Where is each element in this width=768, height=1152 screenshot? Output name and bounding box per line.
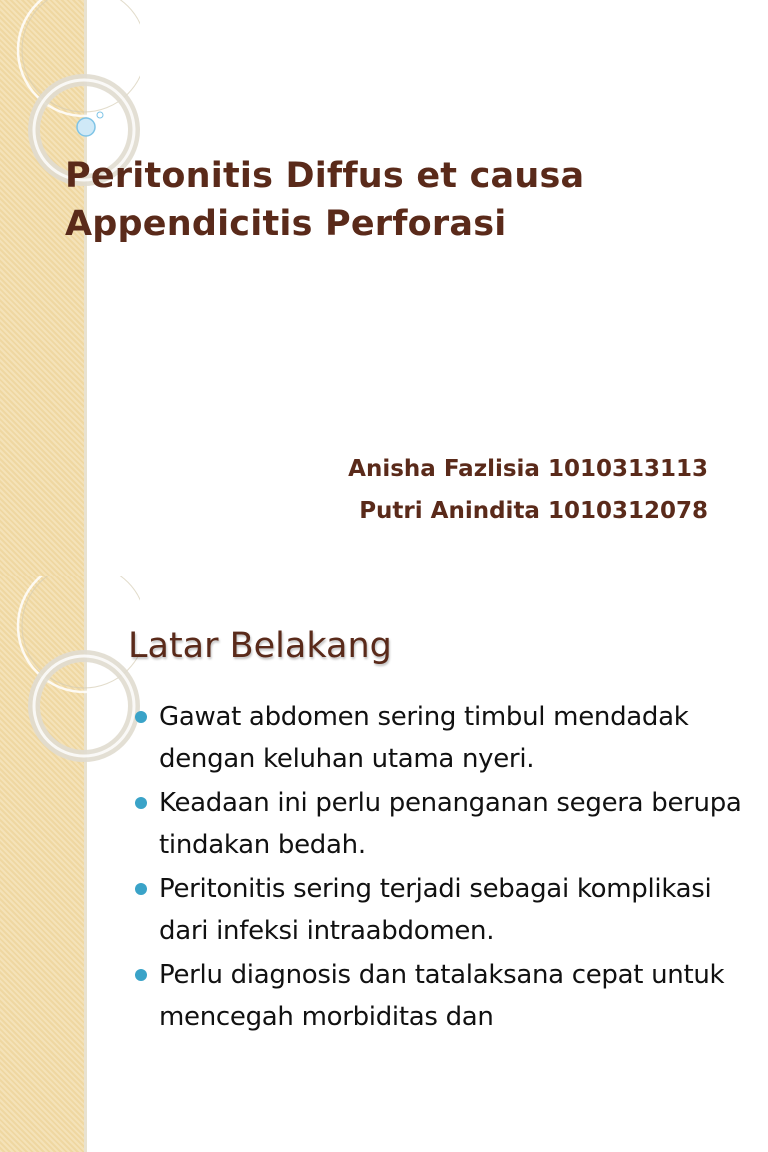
- bullet-item: Gawat abdomen sering timbul mendadak dengan keluhan utama nyeri.: [132, 696, 758, 780]
- title-line: Appendicitis Perforasi: [65, 204, 507, 244]
- author-line: Anisha Fazlisia 1010313113: [348, 456, 708, 482]
- authors-block: [348, 448, 708, 532]
- bullet-item: Perlu diagnosis dan tatalaksana cepat untuk mencegah morbiditas dan: [132, 954, 758, 1038]
- decorative-rings-graphic: [0, 576, 140, 796]
- content-slide: [0, 576, 768, 1152]
- title-line: Peritonitis Diffus et causa: [65, 156, 585, 196]
- author-line: Putri Anindita 1010312078: [359, 498, 708, 524]
- bullet-item: Keadaan ini perlu penanganan segera berupa tindakan bedah.: [132, 782, 758, 866]
- slide-title: [65, 152, 725, 248]
- bullet-list: [132, 696, 758, 1040]
- slide-title: Latar Belakang: [128, 626, 392, 666]
- bullet-item: Peritonitis sering terjadi sebagai komplikasi dari infeksi intraabdomen.: [132, 868, 758, 952]
